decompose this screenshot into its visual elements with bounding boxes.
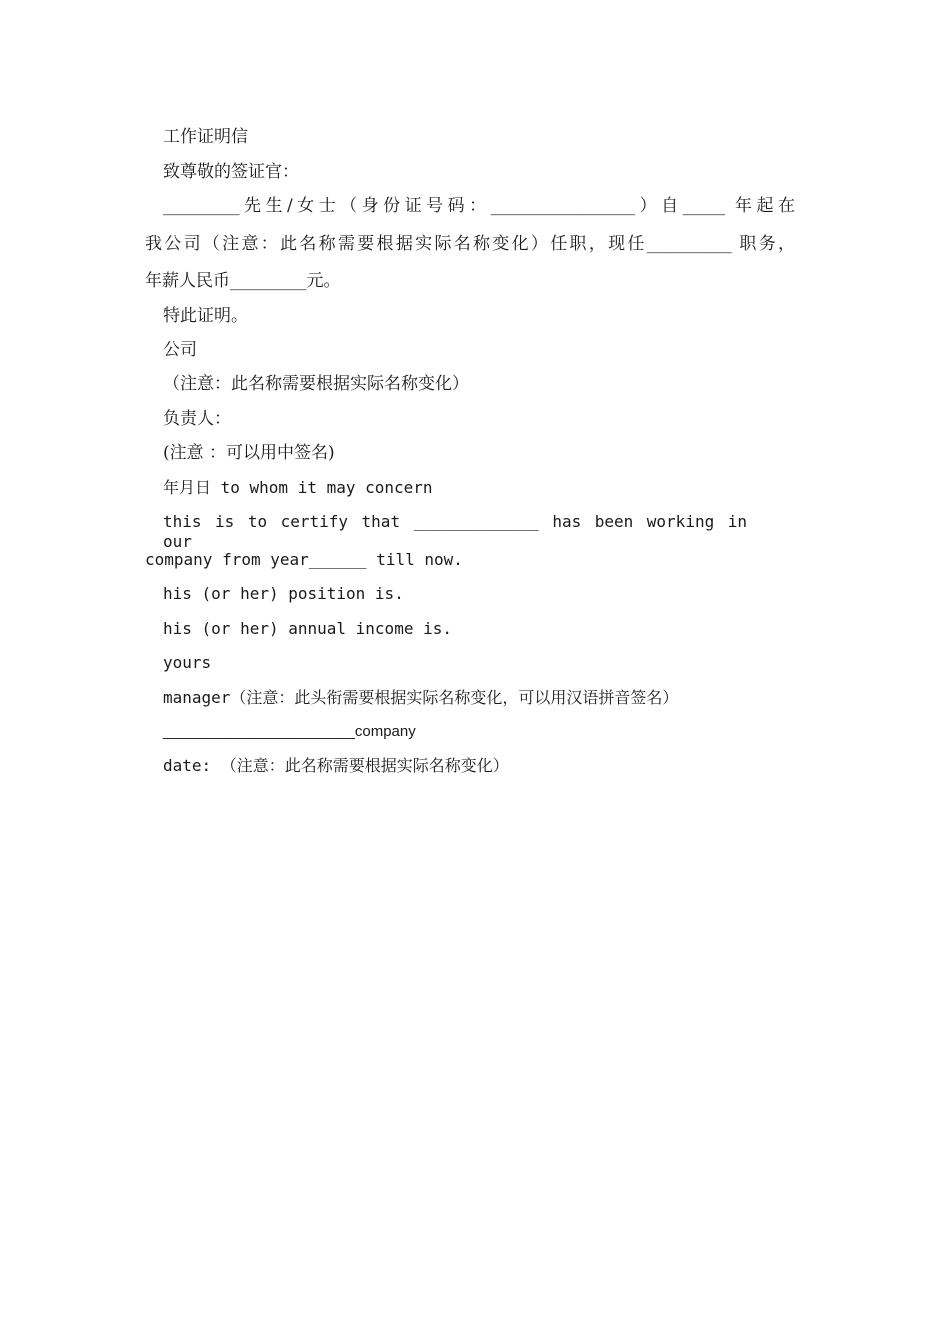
yours-line: yours xyxy=(163,653,212,672)
manager-line: manager（注意：此头衔需要根据实际名称变化，可以用汉语拼音签名） xyxy=(163,688,679,707)
en-paragraph-line-1: this is to certify that _____________ has been working in our xyxy=(163,512,747,551)
position-line: his (or her) position is. xyxy=(163,584,404,603)
company-en-line: _______________________company xyxy=(163,723,416,740)
cn-paragraph-line-3: 年薪人民币_________元。 xyxy=(145,271,341,291)
cn-paragraph-line-1: _________先生/女士（身份证号码：_________________）自_____ 年起在 xyxy=(163,196,795,216)
responsible-label: 负责人： xyxy=(163,409,231,429)
income-line: his (or her) annual income is. xyxy=(163,619,452,638)
letter-title: 工作证明信 xyxy=(163,127,248,147)
closing-cn: 特此证明。 xyxy=(163,306,248,326)
en-paragraph-line-2: company from year______ till now. xyxy=(145,550,463,569)
cn-paragraph-line-2: 我公司（注意：此名称需要根据实际名称变化）任职，现任__________ 职务， xyxy=(145,234,795,254)
company-cn: 公司 xyxy=(163,340,197,360)
date-line: 年月日 to whom it may concern xyxy=(163,478,433,497)
signature-note: (注意 ：可以用中签名) xyxy=(163,443,335,463)
company-note: （注意：此名称需要根据实际名称变化） xyxy=(163,374,469,394)
salutation: 致尊敬的签证官： xyxy=(163,162,299,182)
date-en-line: date: （注意：此名称需要根据实际名称变化） xyxy=(163,756,509,775)
